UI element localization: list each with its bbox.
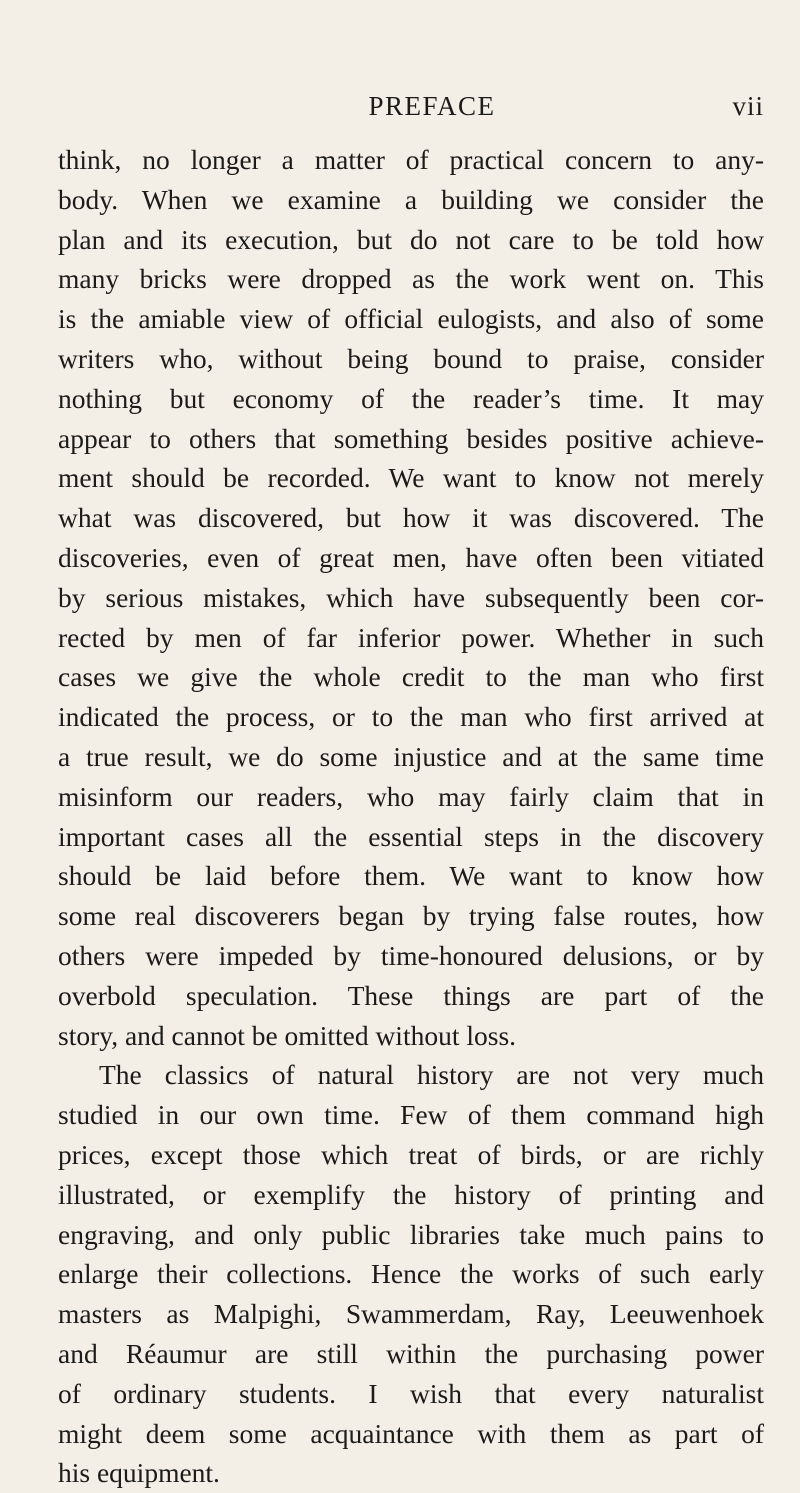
text-line: others were impeded by time-honoured delusions, or by bbox=[58, 939, 764, 971]
text-line: important cases all the essential steps in the discovery bbox=[58, 820, 764, 852]
text-line: story, and cannot be omitted without loss. bbox=[58, 1019, 517, 1051]
page-header bbox=[100, 88, 764, 124]
text-line: engraving, and only public libraries take much pains to bbox=[58, 1218, 764, 1250]
text-line: is the amiable view of official eulogists, and also of some bbox=[58, 303, 764, 335]
text-line: some real discoverers began by trying false routes, how bbox=[58, 900, 764, 932]
text-line: of ordinary students. I wish that every naturalist bbox=[58, 1377, 764, 1409]
text-line: indicated the process, or to the man who first arrived at bbox=[58, 701, 764, 733]
text-line: enlarge their collections. Hence the works of such early bbox=[58, 1258, 764, 1290]
text-line: misinform our readers, who may fairly claim that in bbox=[58, 780, 764, 812]
text-line: and Réaumur are still within the purchasing power bbox=[58, 1337, 764, 1369]
running-head: PREFACE bbox=[368, 91, 496, 121]
text-line: cases we give the whole credit to the man who first bbox=[58, 661, 764, 693]
text-line: his equipment. bbox=[58, 1457, 220, 1489]
text-line: by serious mistakes, which have subsequently been cor- bbox=[58, 581, 764, 613]
text-line: plan and its execution, but do not care to be told how bbox=[58, 223, 764, 255]
text-line: rected by men of far inferior power. Whether in such bbox=[58, 621, 764, 653]
text-line: what was discovered, but how it was discovered. The bbox=[58, 502, 764, 534]
text-line: should be laid before them. We want to know how bbox=[58, 860, 764, 892]
text-line: prices, except those which treat of birds, or are richly bbox=[58, 1138, 764, 1170]
page-number: vii bbox=[732, 91, 764, 121]
text-line: a true result, we do some injustice and at the same time bbox=[58, 740, 764, 772]
text-line: body. When we examine a building we consider the bbox=[58, 183, 764, 215]
text-line: think, no longer a matter of practical concern to any- bbox=[58, 144, 764, 175]
text-line: many bricks were dropped as the work went on. This bbox=[58, 263, 764, 295]
text-line: The classics of natural history are not very much bbox=[99, 1059, 764, 1091]
text-line: overbold speculation. These things are part of the bbox=[58, 979, 764, 1011]
text-line: discoveries, even of great men, have often been vitiated bbox=[58, 541, 764, 573]
text-line: illustrated, or exemplify the history of printing and bbox=[58, 1178, 764, 1210]
text-line: appear to others that something besides positive achieve- bbox=[58, 422, 764, 454]
text-line: masters as Malpighi, Swammerdam, Ray, Leeuwenhoek bbox=[58, 1298, 764, 1330]
body-text bbox=[58, 140, 764, 1493]
text-line: nothing but economy of the reader’s time. It may bbox=[58, 382, 764, 414]
text-line: might deem some acquaintance with them as part of bbox=[58, 1417, 764, 1449]
text-line: ment should be recorded. We want to know not merely bbox=[58, 462, 764, 494]
text-line: writers who, without being bound to praise, consider bbox=[58, 342, 764, 374]
text-line: studied in our own time. Few of them command high bbox=[58, 1099, 764, 1131]
